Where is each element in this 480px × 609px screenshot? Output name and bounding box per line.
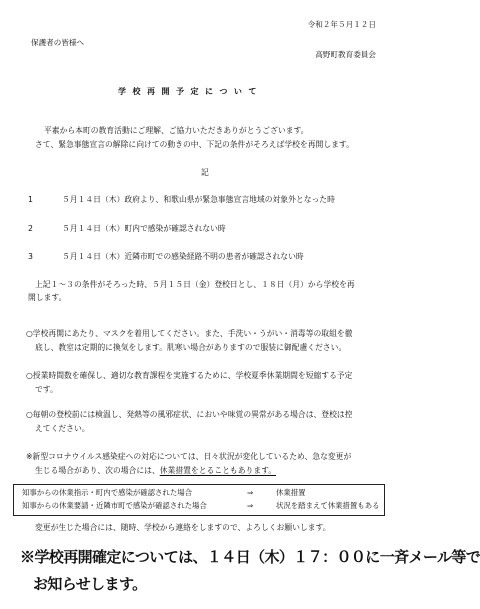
sender: 高野町教育委員会 <box>315 50 376 59</box>
note-mask-line-2: 底し、教室は定期的に換気をします。肌寒い場合がありますので服装に御配慮ください。 <box>35 343 347 352</box>
note-temperature-line-2: えてください。 <box>35 424 90 433</box>
condition-3-number: 3 <box>28 252 33 261</box>
box-row-2-arrow: ⇒ <box>247 501 254 510</box>
addressee: 保護者の皆様へ <box>31 38 85 47</box>
box-row-1-result: 休業措置 <box>276 488 306 497</box>
final-notice-line-1: ※学校再開確定については、１４日（木）１７：００に一斉メール等で <box>20 548 480 566</box>
note-schedule-line-1: ○授業時間数を確保し、適切な教育課程を実施するために、学校夏季休業期間を短縮する予定 <box>26 371 353 380</box>
box-row-2-result: 状況を踏まえて休業措置もある <box>276 501 380 510</box>
conclusion-line-2: 開します。 <box>28 293 67 302</box>
document-date: 令和２年５月１２日 <box>307 20 376 29</box>
corona-note-plain: 生じる場合があり、次の場合には、 <box>35 466 160 475</box>
note-mask-line-1: ○学校再開にあたり、マスクを着用してください。また、手洗い・うがい・消毒等の取組を徹 <box>26 329 353 338</box>
condition-2-text: ５月１４日（木）町内で感染が確認されない時 <box>62 224 226 233</box>
document-title: 学校再開予定について <box>118 87 263 96</box>
final-notice-line-2: お知らせします。 <box>33 575 147 593</box>
note-schedule-line-2: です。 <box>35 385 58 394</box>
box-row-1-arrow: ⇒ <box>247 488 254 497</box>
box-row-1-condition: 知事からの休業指示・町内で感染が確認された場合 <box>22 488 192 497</box>
condition-2-number: 2 <box>28 224 33 233</box>
corona-note-line-2 <box>35 465 276 476</box>
box-row-2-condition: 知事からの休業要請・近隣市町で感染が確認された場合 <box>22 501 207 510</box>
corona-note-underlined: 休業措置をとることもあります。 <box>159 466 277 475</box>
closure-conditions-box <box>13 484 385 516</box>
ki-heading: 記 <box>201 168 209 177</box>
note-temperature-line-1: ○毎朝の登校前には検温し、発熱等の風邪症状、においや味覚の異常がある場合は、登校は控 <box>26 410 353 419</box>
intro-line-2: さて、緊急事態宣言の解除に向けての動きの中、下記の条件がそろえば学校を再開します。 <box>35 140 354 149</box>
conclusion-line-1: 上記１～３の条件がそろった時、５月１５日（金）登校日とし、１８日（月）から学校を再 <box>35 280 355 289</box>
condition-3-text: ５月１４日（木）近隣市町での感染経路不明の患者が確認されない時 <box>62 252 304 261</box>
change-note: 変更が生じた場合には、随時、学校から連絡をしますので、よろしくお願いします。 <box>35 523 331 532</box>
condition-1-text: ５月１４日（木）政府より、和歌山県が緊急事態宣言地域の対象外となった時 <box>62 195 335 204</box>
condition-1-number: 1 <box>28 195 33 204</box>
corona-note-line-1: ※新型コロナウイルス感染症への対応については、日々状況が変化しているため、急な変更が <box>26 452 352 461</box>
intro-line-1: 平素から本町の教育活動にご理解、ご協力いただきありがとうございます。 <box>44 126 309 135</box>
